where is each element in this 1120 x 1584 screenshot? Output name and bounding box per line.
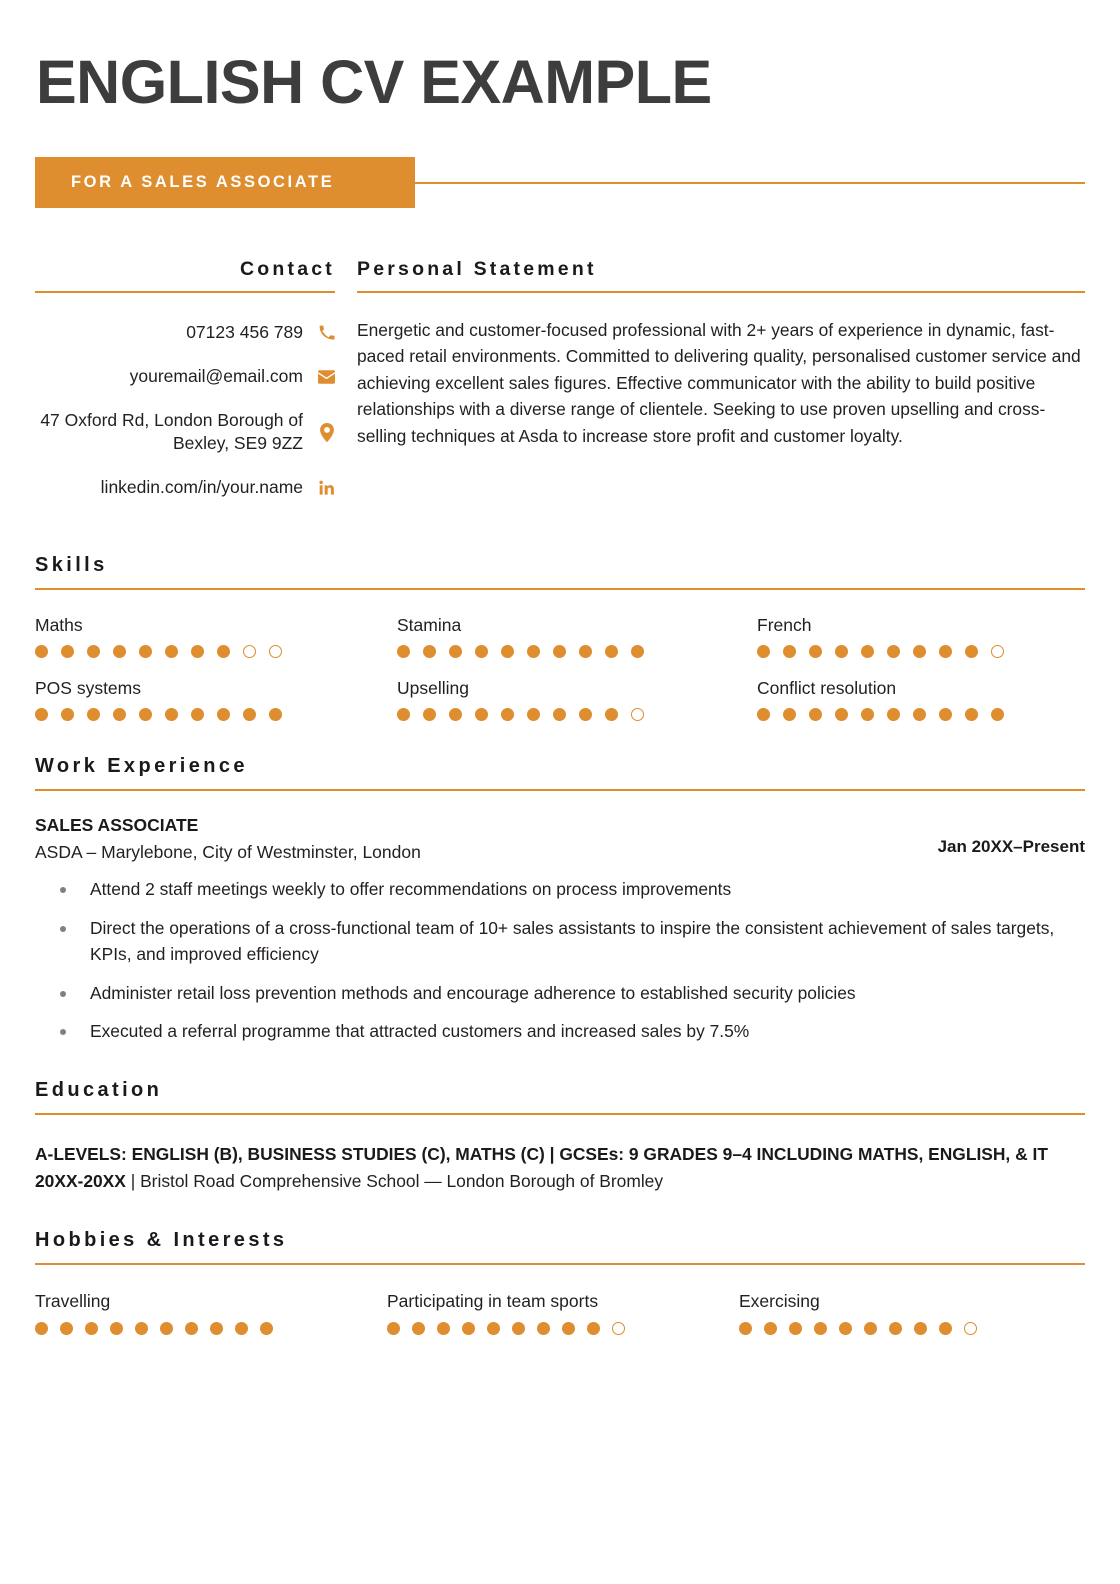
- rating-dot-filled: [85, 1322, 98, 1335]
- skill-label: Maths: [35, 615, 83, 636]
- rating-dot-filled: [913, 645, 926, 658]
- contact-section: [35, 258, 335, 520]
- contact-email-value: youremail@email.com: [129, 366, 303, 387]
- rating-dots: [35, 1322, 387, 1335]
- contact-heading: Contact: [240, 258, 335, 280]
- contact-list: [35, 321, 335, 499]
- skill-item: [397, 678, 757, 721]
- rating-dot-filled: [783, 708, 796, 721]
- rating-dot-filled: [579, 645, 592, 658]
- skill-item: [757, 678, 1085, 721]
- rating-dot-filled: [887, 645, 900, 658]
- rating-dot-filled: [487, 1322, 500, 1335]
- rating-dot-filled: [835, 708, 848, 721]
- job-bullet: Attend 2 staff meetings weekly to offer recommendations on process improvements: [35, 877, 1085, 903]
- job-title: SALES ASSOCIATE: [35, 815, 199, 836]
- rating-dots: [397, 645, 757, 658]
- job-identity: [35, 815, 421, 863]
- location-pin-icon: [318, 423, 335, 442]
- job-bullet: Administer retail loss prevention methods and encourage adherence to established security policies: [35, 981, 1085, 1007]
- rating-dot-filled: [165, 645, 178, 658]
- skill-item: [35, 678, 397, 721]
- personal-statement-divider: [357, 291, 1085, 293]
- rating-dot-filled: [110, 1322, 123, 1335]
- rating-dot-filled: [839, 1322, 852, 1335]
- rating-dot-filled: [449, 645, 462, 658]
- rating-dots: [739, 1322, 1085, 1335]
- job-bullet: Direct the operations of a cross-functional team of 10+ sales assistants to inspire the consistent achievement of sales targets, KPIs, and improved efficiency: [35, 916, 1085, 968]
- skills-divider: [35, 588, 1085, 590]
- job-entry: [35, 815, 1085, 1045]
- rating-dot-filled: [235, 1322, 248, 1335]
- rating-dot-filled: [260, 1322, 273, 1335]
- rating-dots: [397, 708, 757, 721]
- rating-dot-filled: [527, 645, 540, 658]
- rating-dot-filled: [562, 1322, 575, 1335]
- contact-item-linkedin[interactable]: [35, 476, 335, 499]
- contact-linkedin-value: linkedin.com/in/your.name: [100, 477, 303, 498]
- rating-dot-filled: [501, 708, 514, 721]
- rating-dot-filled: [913, 708, 926, 721]
- rating-dot-filled: [412, 1322, 425, 1335]
- contact-item-phone[interactable]: [35, 321, 335, 344]
- rating-dot-filled: [991, 708, 1004, 721]
- rating-dot-filled: [185, 1322, 198, 1335]
- rating-dot-filled: [217, 708, 230, 721]
- rating-dot-filled: [861, 708, 874, 721]
- rating-dot-filled: [861, 645, 874, 658]
- rating-dot-empty: [612, 1322, 625, 1335]
- rating-dot-filled: [269, 708, 282, 721]
- contact-divider: [35, 291, 335, 293]
- rating-dot-filled: [579, 708, 592, 721]
- personal-statement-body: Energetic and customer-focused professional with 2+ years of experience in dynamic, fast-paced retail environments. Committed to delivering quality, personalised customer service and achieving excellent sales figures. Effective communicator with the ability to build positive relationships with a diverse range of clientele. Seeking to use proven upselling and cross-selling techniques at Asda to increase store profit and customer loyalty.: [357, 320, 1081, 446]
- rating-dot-filled: [397, 645, 410, 658]
- rating-dot-filled: [537, 1322, 550, 1335]
- job-bullet: Executed a referral programme that attracted customers and increased sales by 7.5%: [35, 1019, 1085, 1045]
- phone-icon: [318, 325, 335, 341]
- rating-dot-filled: [965, 645, 978, 658]
- envelope-icon: [318, 370, 335, 384]
- rating-dot-filled: [814, 1322, 827, 1335]
- hobby-label: Participating in team sports: [387, 1291, 599, 1312]
- rating-dots: [387, 1322, 739, 1335]
- education-school: Bristol Road Comprehensive School — London Borough of Bromley: [140, 1171, 664, 1192]
- work-experience-divider: [35, 789, 1085, 791]
- job-date: Jan 20XX–Present: [937, 837, 1085, 857]
- hobbies-divider: [35, 1263, 1085, 1265]
- education-qualifications: [35, 1141, 1085, 1168]
- work-experience-heading: Work Experience: [35, 755, 248, 778]
- skill-label: POS systems: [35, 678, 141, 699]
- page-title: ENGLISH CV EXAMPLE: [36, 48, 712, 116]
- skill-item: [35, 615, 397, 658]
- education-years: 20XX-20XX: [35, 1171, 126, 1192]
- rating-dot-filled: [191, 645, 204, 658]
- rating-dot-filled: [165, 708, 178, 721]
- subtitle-banner: [35, 157, 1085, 208]
- rating-dot-filled: [35, 708, 48, 721]
- rating-dot-filled: [939, 708, 952, 721]
- skill-label: French: [757, 615, 812, 636]
- skills-section: [35, 554, 1085, 721]
- rating-dot-filled: [217, 645, 230, 658]
- rating-dot-filled: [35, 645, 48, 658]
- rating-dot-filled: [139, 708, 152, 721]
- education-entry: [35, 1141, 1085, 1195]
- education-separator: |: [125, 1171, 141, 1192]
- rating-dot-filled: [475, 645, 488, 658]
- job-employer: ASDA – Marylebone, City of Westminster, London: [35, 842, 421, 863]
- education-school-line: [35, 1168, 1085, 1195]
- contact-phone-value: 07123 456 789: [186, 322, 303, 342]
- rating-dot-filled: [449, 708, 462, 721]
- rating-dot-filled: [87, 708, 100, 721]
- rating-dot-filled: [835, 645, 848, 658]
- rating-dots: [35, 708, 397, 721]
- rating-dot-filled: [387, 1322, 400, 1335]
- rating-dot-filled: [397, 708, 410, 721]
- rating-dot-filled: [113, 708, 126, 721]
- hobby-item: [739, 1291, 1085, 1335]
- rating-dot-filled: [939, 645, 952, 658]
- rating-dot-filled: [553, 645, 566, 658]
- rating-dot-filled: [243, 708, 256, 721]
- rating-dot-filled: [210, 1322, 223, 1335]
- rating-dot-filled: [423, 708, 436, 721]
- rating-dot-filled: [783, 645, 796, 658]
- contact-item-address[interactable]: [35, 409, 335, 455]
- education-heading: Education: [35, 1079, 163, 1102]
- hobby-label: Travelling: [35, 1291, 111, 1312]
- hobbies-heading: Hobbies & Interests: [35, 1229, 288, 1252]
- rating-dot-filled: [512, 1322, 525, 1335]
- subtitle-divider: [415, 182, 1085, 184]
- skill-label: Stamina: [397, 615, 462, 636]
- rating-dot-filled: [160, 1322, 173, 1335]
- education-qualifications-text: A-LEVELS: ENGLISH (B), BUSINESS STUDIES (C), MATHS (C) | GCSEs: 9 GRADES 9–4 INCLUDING MATHS, ENGLISH, & IT: [35, 1144, 1048, 1165]
- rating-dot-filled: [475, 708, 488, 721]
- contact-address-value: 47 Oxford Rd, London Borough of Bexley, SE9 9ZZ: [40, 410, 303, 454]
- rating-dot-empty: [269, 645, 282, 658]
- education-section: [35, 1079, 1085, 1195]
- rating-dot-filled: [135, 1322, 148, 1335]
- rating-dot-filled: [605, 645, 618, 658]
- rating-dot-filled: [809, 708, 822, 721]
- rating-dot-filled: [757, 645, 770, 658]
- rating-dot-filled: [757, 708, 770, 721]
- job-bullet-list: [35, 877, 1085, 1045]
- rating-dot-filled: [789, 1322, 802, 1335]
- rating-dot-filled: [553, 708, 566, 721]
- rating-dot-filled: [60, 1322, 73, 1335]
- personal-statement-heading: Personal Statement: [357, 258, 597, 280]
- rating-dots: [757, 645, 1085, 658]
- rating-dot-filled: [113, 645, 126, 658]
- skills-grid: [35, 615, 1085, 721]
- rating-dot-empty: [991, 645, 1004, 658]
- rating-dot-empty: [964, 1322, 977, 1335]
- personal-statement-section: [357, 258, 1085, 520]
- rating-dot-filled: [889, 1322, 902, 1335]
- hobby-label: Exercising: [739, 1291, 820, 1312]
- rating-dot-filled: [423, 645, 436, 658]
- skill-label: Conflict resolution: [757, 678, 897, 699]
- rating-dot-filled: [527, 708, 540, 721]
- rating-dot-filled: [35, 1322, 48, 1335]
- rating-dot-filled: [437, 1322, 450, 1335]
- rating-dot-filled: [462, 1322, 475, 1335]
- rating-dot-filled: [887, 708, 900, 721]
- education-divider: [35, 1113, 1085, 1115]
- skill-item: [757, 615, 1085, 658]
- rating-dot-filled: [864, 1322, 877, 1335]
- work-experience-section: [35, 755, 1085, 1045]
- rating-dot-filled: [764, 1322, 777, 1335]
- rating-dot-filled: [87, 645, 100, 658]
- rating-dots: [757, 708, 1085, 721]
- skills-heading: Skills: [35, 554, 108, 577]
- linkedin-icon: [318, 480, 335, 496]
- rating-dot-empty: [243, 645, 256, 658]
- rating-dot-filled: [965, 708, 978, 721]
- rating-dot-filled: [914, 1322, 927, 1335]
- rating-dots: [35, 645, 397, 658]
- skill-label: Upselling: [397, 678, 469, 699]
- rating-dot-filled: [939, 1322, 952, 1335]
- rating-dot-filled: [605, 708, 618, 721]
- job-header: [35, 815, 1085, 863]
- rating-dot-filled: [61, 708, 74, 721]
- hobby-item: [387, 1291, 739, 1335]
- top-columns: [35, 258, 1085, 520]
- rating-dot-filled: [61, 645, 74, 658]
- rating-dot-filled: [501, 645, 514, 658]
- skill-item: [397, 615, 757, 658]
- rating-dot-filled: [191, 708, 204, 721]
- rating-dot-filled: [809, 645, 822, 658]
- rating-dot-filled: [739, 1322, 752, 1335]
- rating-dot-filled: [587, 1322, 600, 1335]
- contact-item-email[interactable]: [35, 365, 335, 388]
- hobbies-grid: [35, 1291, 1085, 1335]
- rating-dot-empty: [631, 708, 644, 721]
- rating-dot-filled: [631, 645, 644, 658]
- rating-dot-filled: [139, 645, 152, 658]
- hobbies-section: [35, 1229, 1085, 1335]
- subtitle-label: FOR A SALES ASSOCIATE: [35, 157, 415, 208]
- hobby-item: [35, 1291, 387, 1335]
